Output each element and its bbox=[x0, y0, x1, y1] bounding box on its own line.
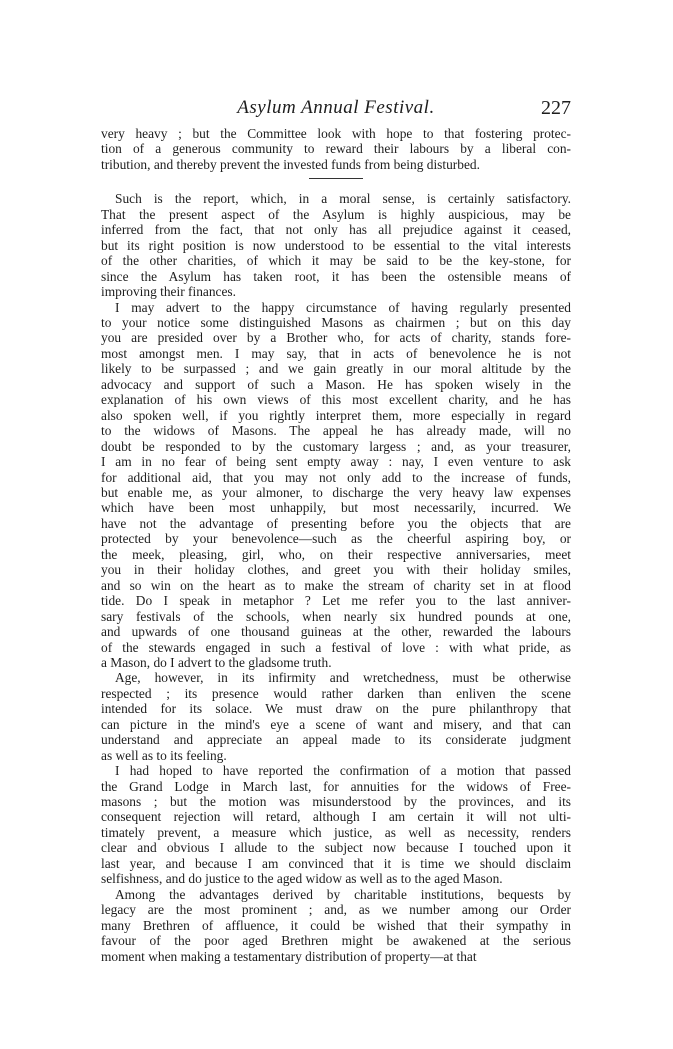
text-line: doubt be responded to by the customary largess ; and, as your treasurer, bbox=[101, 438, 571, 454]
text-line: of the stewards engaged in such a festival of love : with what pride, as bbox=[101, 639, 571, 655]
page-header bbox=[101, 97, 571, 121]
text-line: Age, however, in its infirmity and wretchedness, must be otherwise bbox=[115, 670, 571, 686]
text-line: favour of the poor aged Brethren might be awakened at the serious bbox=[101, 933, 571, 949]
section-divider-rule bbox=[309, 178, 363, 179]
text-line: most amongst men. I may say, that in acts of benevolence he is not bbox=[101, 345, 571, 361]
text-line: have not the advantage of presenting before you the objects that are bbox=[101, 515, 571, 531]
text-line: inferred from the fact, that not only has all prejudice against it ceased, bbox=[101, 222, 571, 238]
text-line: intended for its solace. We must draw on the pure philanthropy that bbox=[101, 701, 571, 717]
paragraph bbox=[101, 763, 571, 887]
text-line: tribution, and thereby prevent the invested funds from being disturbed. bbox=[101, 156, 480, 172]
text-line: improving their finances. bbox=[101, 284, 236, 300]
text-line: I may advert to the happy circumstance of having regularly presented bbox=[115, 299, 571, 315]
text-line: since the Asylum has taken root, it has been the ostensible means of bbox=[101, 268, 571, 284]
text-line: you in their holiday clothes, and greet you with their holiday smiles, bbox=[101, 562, 571, 578]
text-line: respected ; its presence would rather darken than enliven the scene bbox=[101, 685, 571, 701]
text-line: last year, and because I am convinced that it is time we should disclaim bbox=[101, 855, 571, 871]
text-line: consequent rejection will retard, although I am certain it will not ulti- bbox=[101, 809, 571, 825]
text-line: but enable me, as your almoner, to discharge the very heavy law expenses bbox=[101, 484, 571, 500]
body-text bbox=[101, 126, 571, 964]
text-line: understand and appreciate an appeal made to its considerate judgment bbox=[101, 732, 571, 748]
text-line: which have been most unhappily, but most necessarily, incurred. We bbox=[101, 500, 571, 516]
text-line: but its right position is now understood to be essential to the vital interests bbox=[101, 237, 571, 253]
paragraph bbox=[101, 300, 571, 671]
text-line: very heavy ; but the Committee look with hope to that fostering protec- bbox=[101, 126, 571, 141]
paragraph bbox=[101, 126, 571, 172]
text-line: clear and obvious I allude to the subject now because I touched upon it bbox=[101, 840, 571, 856]
paragraph bbox=[101, 887, 571, 964]
text-line: That the present aspect of the Asylum is highly auspicious, may be bbox=[101, 206, 571, 222]
text-line: can picture in the mind's eye a scene of want and misery, and that can bbox=[101, 716, 571, 732]
text-line: as well as to its feeling. bbox=[101, 747, 227, 763]
text-line: I am in no fear of being sent empty away : nay, I even venture to ask bbox=[101, 454, 571, 470]
text-line: the Grand Lodge in March last, for annuities for the widows of Free- bbox=[101, 778, 571, 794]
text-line: you are presided over by a Brother who, for acts of charity, stands fore- bbox=[101, 330, 571, 346]
text-line: the meek, pleasing, girl, who, on their respective anniversaries, meet bbox=[101, 546, 571, 562]
paragraph bbox=[101, 191, 571, 299]
text-line: also spoken well, if you rightly interpret them, more especially in regard bbox=[101, 407, 571, 423]
text-line: explanation of his own views of this most excellent charity, and he has bbox=[101, 392, 571, 408]
text-line: and so win on the heart as to make the stream of charity set in at flood bbox=[101, 577, 571, 593]
text-line: likely to be surpassed ; and we gain greatly in our moral altitude by the bbox=[101, 361, 571, 377]
text-line: many Brethren of affluence, it could be wished that their sympathy in bbox=[101, 917, 571, 933]
text-line: a Mason, do I advert to the gladsome truth. bbox=[101, 654, 332, 670]
text-line: masons ; but the motion was misunderstood by the provinces, and its bbox=[101, 794, 571, 810]
page-number: 227 bbox=[541, 97, 571, 119]
text-line: sary festivals of the schools, when nearly six hundred pounds at one, bbox=[101, 608, 571, 624]
text-line: selfishness, and do justice to the aged widow as well as to the aged Mason. bbox=[101, 871, 503, 887]
text-line: Among the advantages derived by charitable institutions, bequests by bbox=[115, 886, 571, 902]
text-line: to your notice some distinguished Masons as chairmen ; but on this day bbox=[101, 314, 571, 330]
paragraph bbox=[101, 670, 571, 763]
text-line: tion of a generous community to reward their labours by a liberal con- bbox=[101, 141, 571, 157]
text-line: moment when making a testamentary distribution of property—at that bbox=[101, 948, 477, 964]
running-title: Asylum Annual Festival. bbox=[237, 97, 435, 118]
text-line: Such is the report, which, in a moral sense, is certainly satisfactory. bbox=[115, 191, 571, 207]
text-line: of the other charities, of which it may be said to be the key-stone, for bbox=[101, 253, 571, 269]
text-line: tide. Do I speak in metaphor ? Let me refer you to the last anniver- bbox=[101, 593, 571, 609]
text-line: to the widows of Masons. The appeal he has already made, will no bbox=[101, 423, 571, 439]
text-line: and upwards of one thousand guineas at the other, rewarded the labours bbox=[101, 624, 571, 640]
text-line: advocacy and support of such a Mason. He has spoken wisely in the bbox=[101, 376, 571, 392]
text-line: legacy are the most prominent ; and, as we number among our Order bbox=[101, 902, 571, 918]
text-line: timately prevent, a measure which justice, as well as necessity, renders bbox=[101, 824, 571, 840]
text-line: protected by your benevolence—such as the cheerful aspiring boy, or bbox=[101, 531, 571, 547]
text-line: for additional aid, that you may not only add to the increase of funds, bbox=[101, 469, 571, 485]
text-line: I had hoped to have reported the confirmation of a motion that passed bbox=[115, 763, 571, 779]
